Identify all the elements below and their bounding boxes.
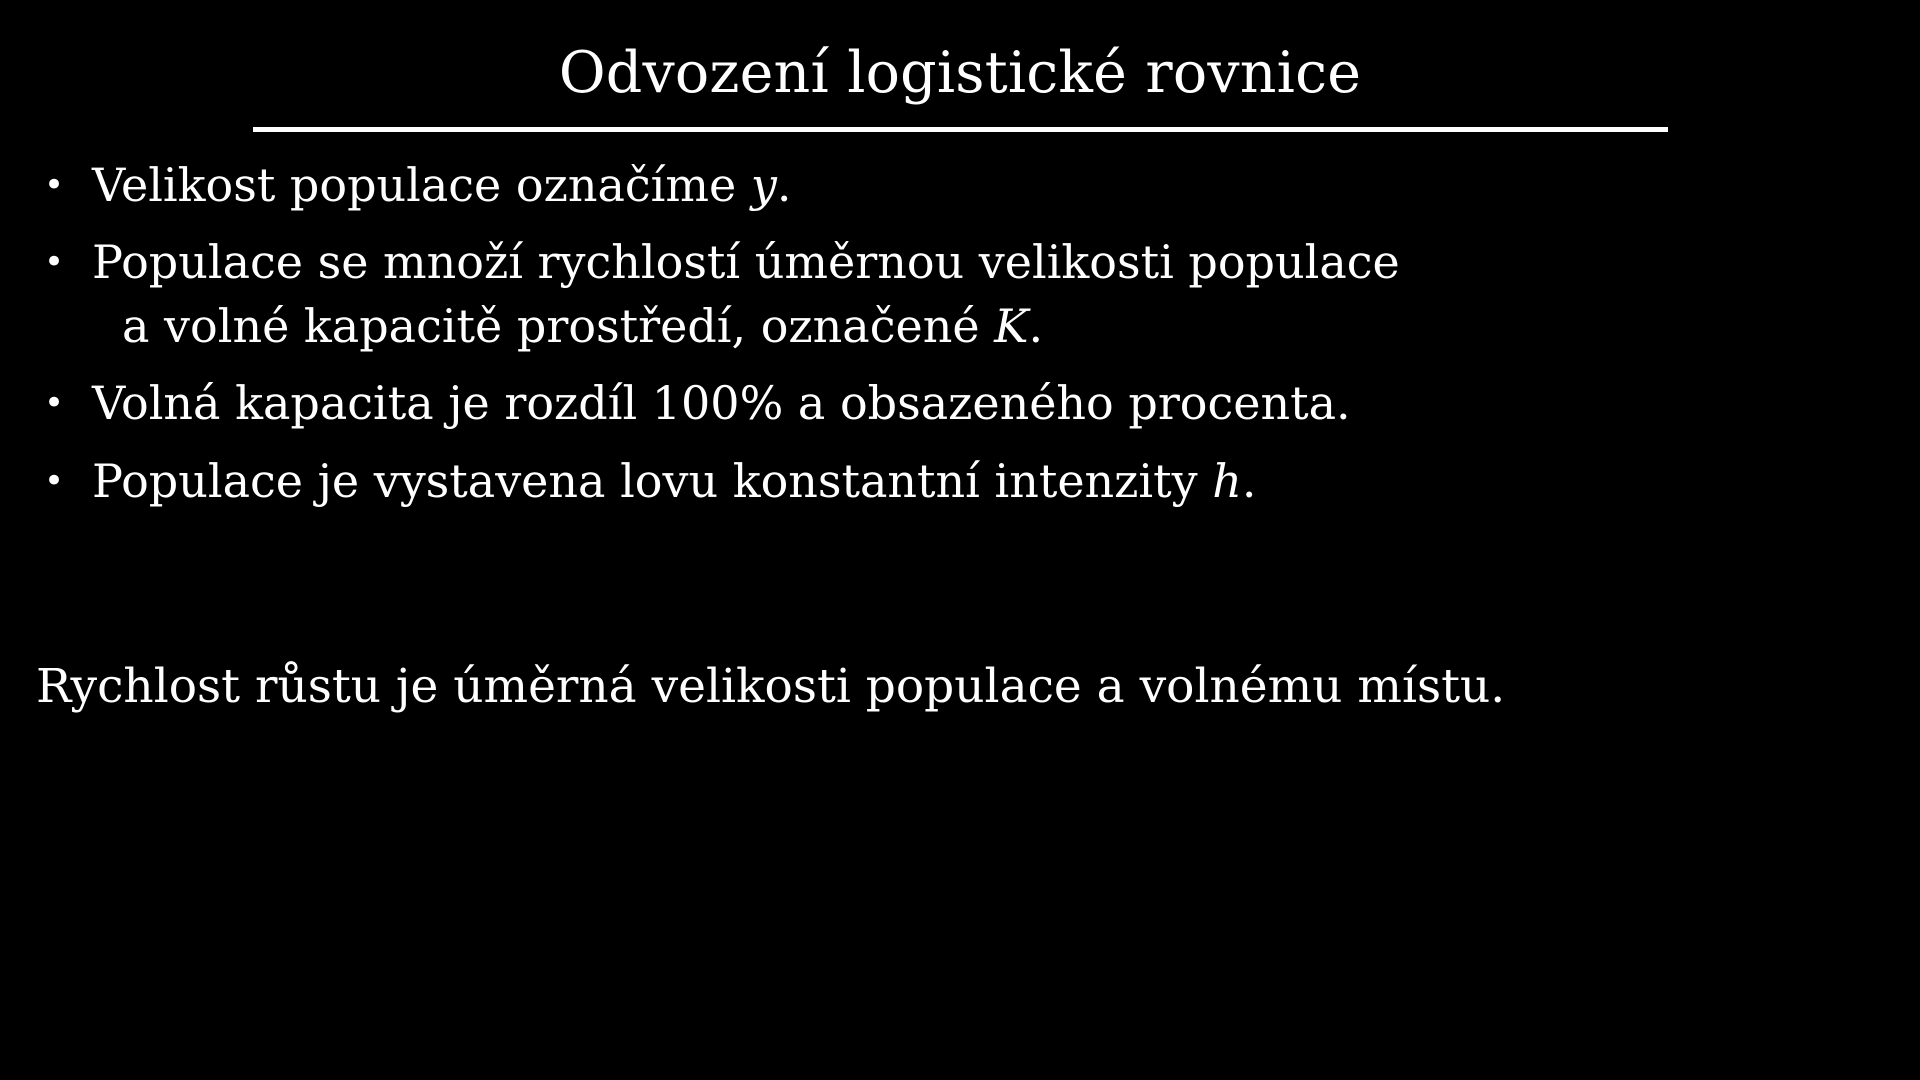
bullet-text-tail: . <box>776 157 792 212</box>
page-title: Odvození logistické rovnice <box>558 40 1362 106</box>
bullet-text: Volná kapacita je rozdíl 100% a obsazeného procenta. <box>92 376 1351 431</box>
bullet-text-tail: . <box>1028 298 1044 353</box>
bullet-dot-icon: • <box>44 460 65 501</box>
bullet-list <box>0 132 1920 513</box>
bullet-dot-icon: • <box>44 383 65 424</box>
bullet-math-symbol: y <box>750 157 777 212</box>
list-item <box>0 450 1920 513</box>
list-item <box>0 372 1920 435</box>
bullet-text: Populace je vystavena lovu konstantní intenzity <box>92 453 1213 508</box>
bullet-text: Velikost populace označíme <box>92 157 751 212</box>
closing-statement: Rychlost růstu je úměrná velikosti populace a volnému místu. <box>36 659 1506 715</box>
bullet-continuation-line <box>92 295 1840 358</box>
list-item <box>0 231 1920 358</box>
bullet-math-symbol: h <box>1212 453 1242 508</box>
bullet-dot-icon: • <box>44 164 65 205</box>
bullet-text: Populace se množí rychlostí úměrnou velikosti populace <box>92 235 1400 290</box>
bullet-math-symbol: K <box>994 298 1029 353</box>
bullet-text-2: a volné kapacitě prostředí, označené <box>122 298 995 353</box>
bullet-text-tail: . <box>1241 453 1257 508</box>
list-item <box>0 154 1920 217</box>
bullet-dot-icon: • <box>44 242 65 283</box>
